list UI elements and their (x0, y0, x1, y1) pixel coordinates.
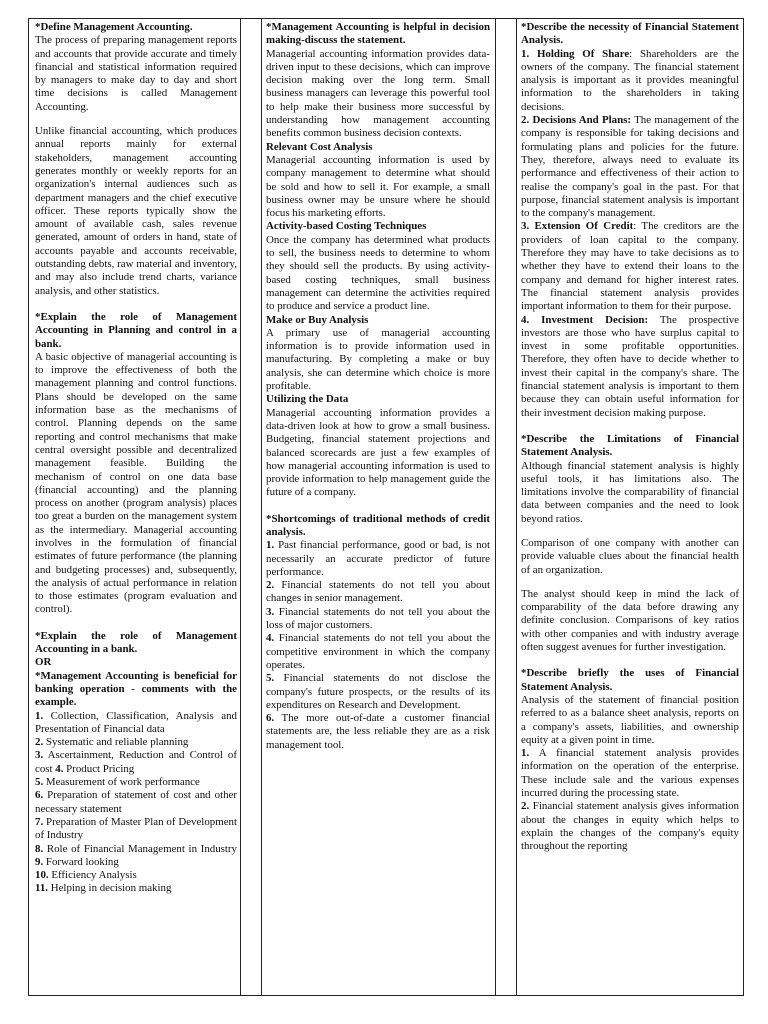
item-number: 1. (35, 709, 44, 722)
list-item (35, 789, 237, 816)
paragraph: Comparison of one company with another can provide valuable clues about the financial health of an organization. (521, 536, 739, 576)
item-text: Product Pricing (63, 762, 135, 775)
item-number: 8. (35, 842, 44, 855)
list-item (521, 114, 739, 220)
heading: *Define Management Accounting. (35, 21, 193, 33)
subheading: Make or Buy Analysis (266, 313, 369, 326)
item-number: 2. (266, 579, 275, 592)
item-text: The more out-of-date a customer financial statements are, the less reliable they are as a risk management tool. (266, 712, 490, 751)
item-text: Collection, Classification, Analysis and Presentation of Financial data (35, 709, 237, 735)
heading: *Management Accounting is helpful in decision making-discuss the statement. (266, 21, 490, 47)
paragraph: A basic objective of managerial accounting is to improve the effectiveness of both the management planning and control functions. Plans should be developed on the same information base as the mechanisms of control. Planning depends on the same reporting and control mechanisms that make central oversight possible and decentralized management feasible. Building the mechanism of control on one data base (financial accounting) and the planning process on another (program analysis) places too great a burden on the management system as the intermediary. Managerial accounting involves in the formulation of financial estimates of future performance (the planning and budgeting processes) and, subsequently, the analysis of actual performance in relation to those estimates (program evaluation and control). (35, 350, 237, 616)
item-number: 2. (35, 736, 44, 749)
paragraph: The analyst should keep in mind the lack of comparability of the data before drawing any definite conclusion. Comparisons of key ratios with other companies and with industry average often suggest avenues for further investigation. (521, 587, 739, 654)
item-text: Financial statements do not disclose the company's future prospects, or the results of its expenditures on Research and Development. (266, 672, 490, 711)
list-item (266, 606, 490, 633)
item-number: 6. (266, 712, 275, 725)
item-label: 1. Holding Of Share (521, 47, 630, 60)
item-label: 4. Investment Decision: (521, 313, 649, 326)
column-divider (516, 19, 517, 995)
item-label: 3. Extension Of Credit (521, 220, 634, 233)
subheading: Activity-based Costing Techniques (266, 220, 427, 233)
item-text: Preparation of Master Plan of Development of Industry (35, 815, 237, 842)
list-item (266, 632, 490, 672)
paragraph: Analysis of the statement of financial position referred to as a balance sheet analysis, reports on a company's assets, liabilities, and ownership equity at a given point in time. (521, 693, 739, 746)
item-text: Past financial performance, good or bad, is not necessarily an accurate predictor of future performance. (266, 539, 490, 578)
column-divider (240, 19, 241, 995)
paragraph: Managerial accounting information provides data-driven input to these decisions, which can improve decision making over the long term. Small business managers can leverage this powerful tool to help make their business more successful by understanding how management accounting benefits common business decision contexts. (266, 47, 490, 140)
list-item (35, 869, 237, 882)
heading: *Describe briefly the uses of Financial Statement Analysis. (521, 667, 739, 693)
list-item (35, 710, 237, 737)
list-item (266, 712, 490, 752)
item-number: 5. (266, 672, 275, 685)
heading-or: OR (35, 656, 52, 669)
paragraph: Managerial accounting information is used by company management to determine what should be sold and how to sell it. For example, a small business owner may be unsure where he should focus his marketing efforts. (266, 153, 490, 220)
list-item (521, 747, 739, 800)
item-number: 4. (55, 762, 64, 775)
document-frame (28, 18, 744, 996)
list-item (266, 539, 490, 579)
list-item (521, 314, 739, 420)
paragraph: The process of preparing management reports and accounts that provide accurate and timely financial and statistical information required by managers to make day to day and short time decisions is called Management Accounting. (35, 34, 237, 113)
column-divider (495, 19, 496, 995)
column-2 (266, 21, 490, 995)
subheading: Relevant Cost Analysis (266, 140, 373, 153)
heading: *Describe the Limitations of Financial Statement Analysis. (521, 432, 739, 459)
item-text: Measurement of work performance (43, 776, 200, 789)
list-item (35, 776, 237, 789)
item-number: 7. (35, 815, 44, 828)
item-number: 5. (35, 776, 44, 789)
item-text: A financial statement analysis provides information on the operation of the enterprise. These include sale and the various expenses incurred during the processing state. (521, 747, 739, 800)
item-number: 3. (35, 749, 44, 762)
paragraph: Unlike financial accounting, which produces annual reports mainly for external stakeholders, management accounting generates monthly or weekly reports for an organization's internal audiences such as department managers and the chief executive officer. These reports typically show the amount of available cash, sales revenue generated, amount of orders in hand, state of accounts payable and accounts receivable, outstanding debts, raw material and inventory, and may also include trend charts, variance analysis, and other statistics. (35, 125, 237, 297)
item-number: 6. (35, 789, 44, 802)
paragraph: A primary use of managerial accounting information is to provide information used in manufacturing. By completing a make or buy analysis, she can determine which choice is more profitable. (266, 326, 490, 393)
item-text: Ascertainment, Reduction and Control of cost (35, 749, 237, 775)
heading: *Explain the role of Management Accounting in a bank. (35, 629, 237, 656)
list-item (35, 843, 237, 870)
paragraph: Although financial statement analysis is highly useful tools, it has limitations also. The limitations involve the comparability of financial data between companies and the need to look beyond ratios. (521, 459, 739, 525)
item-text: The prospective investors are those who have surplus capital to invest in some profitable opportunities. Therefore, they often have to decide whether to invest their capital in the company's share. The financial statement analysis is important to them because they can obtain useful information for their investment decision making purpose. (521, 313, 739, 419)
item-text: Efficiency Analysis (48, 869, 137, 882)
item-text: Role of Financial Management in Industry (43, 842, 237, 855)
heading: *Management Accounting is beneficial for banking operation - comments with the example. (35, 669, 237, 709)
list-item (521, 800, 739, 853)
paragraph: Managerial accounting information provides a data-driven look at how to grow a small business. Budgeting, financial statement projections and balanced scorecards are just a few examples of how managerial accounting information is used to provide information to help management guide the future of a company. (266, 406, 490, 499)
item-text: Financial statements do not tell you about the competitive environment in which the company operates. (266, 632, 490, 671)
item-number: 1. (521, 747, 530, 760)
paragraph: Once the company has determined what products to sell, the business needs to determine to whom they should sell the products. By using activity-based costing techniques, small business management can determine the activities required to produce and service a product line. (266, 233, 490, 313)
list-item (521, 220, 739, 313)
column-3 (521, 21, 739, 995)
item-number: 3. (266, 605, 275, 618)
list-item (35, 749, 237, 776)
heading: *Describe the necessity of Financial Statement Analysis. (521, 21, 739, 47)
item-number: 9. (35, 855, 44, 868)
item-number: 2. (521, 800, 530, 813)
item-text: Preparation of statement of cost and other necessary statement (35, 789, 237, 815)
item-text: Financial statements do not tell you about the loss of major customers. (266, 605, 490, 632)
item-number: 11. (35, 882, 49, 895)
heading: *Explain the role of Management Accounting in Planning and control in a bank. (35, 310, 237, 350)
list-item (35, 882, 237, 895)
item-text: Helping in decision making (48, 882, 172, 895)
item-number: 4. (266, 632, 275, 645)
list-item (266, 579, 490, 606)
item-text: Systematic and reliable planning (43, 736, 189, 749)
item-label: 2. Decisions And Plans: (521, 114, 632, 127)
item-text: Financial statements do not tell you about changes in senior management. (266, 579, 490, 605)
column-1 (35, 21, 237, 995)
item-text: : Shareholders are the owners of the company. The financial statement analysis is important as it provides meaningful information to the shareholders in taking decisions. (521, 47, 739, 113)
list-item (266, 672, 490, 712)
list-item (35, 736, 237, 749)
item-number: 1. (266, 539, 275, 552)
heading: *Shortcomings of traditional methods of credit analysis. (266, 512, 490, 538)
item-text: Forward looking (43, 855, 119, 868)
item-text: The management of the company is responsible for taking decisions and formulating plans and policies for the future. They, therefore, always need to evaluate its performance and effectiveness of their action to realise the company's goal in the past. For that purpose, financial statement analysis is important to the company's management. (521, 114, 739, 220)
item-text: Financial statement analysis gives information about the changes in equity which helps to explain the changes of the company's equity throughout the reporting (521, 800, 739, 853)
item-text: : The creditors are the providers of loan capital to the company. Therefore they may have to take decisions as to whether they have to extend their loans to the company and demand for higher interest rates. The financial statement analysis provides important information to them for their purpose. (521, 220, 739, 313)
subheading: Utilizing the Data (266, 393, 349, 406)
list-item (35, 816, 237, 843)
list-item (521, 48, 739, 114)
column-divider (261, 19, 262, 995)
item-number: 10. (35, 869, 49, 882)
